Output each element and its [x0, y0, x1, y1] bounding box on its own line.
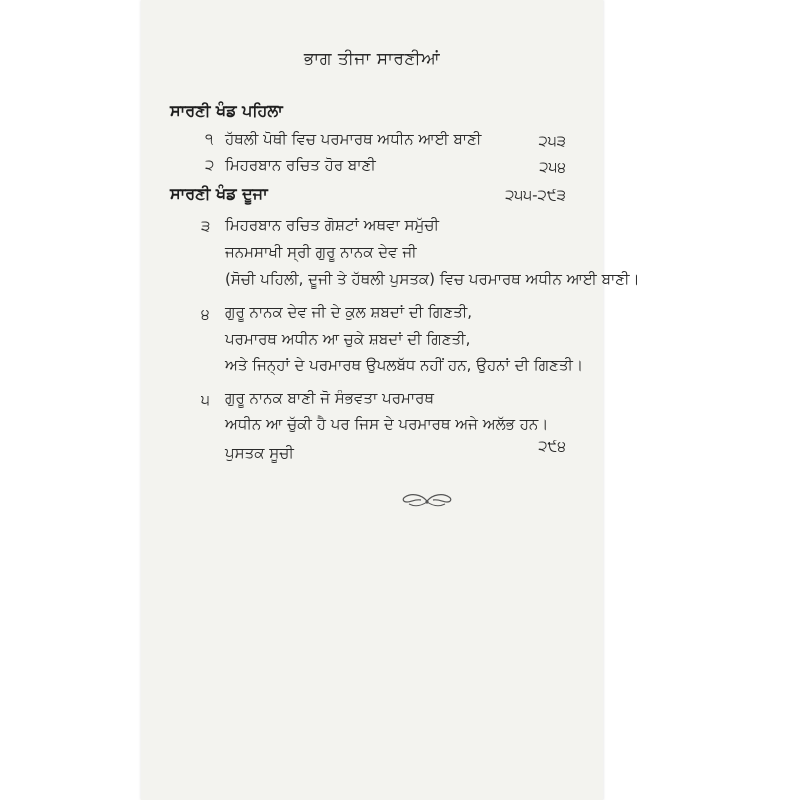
entry-text-line: ਅਧੀਨ ਆ ਚੁੱਕੀ ਹੈ ਪਰ ਜਿਸ ਦੇ ਪਰਮਾਰਥ ਅਜੇ ਅਲੱਭ ਹਨ। [225, 415, 549, 433]
book-page [141, 0, 640, 800]
entry-text: ਹੱਥਲੀ ਪੋਥੀ ਵਿਚ ਪਰਮਾਰਥ ਅਧੀਨ ਆਈ ਬਾਣੀ [225, 130, 482, 148]
entry-number: ੨ [205, 156, 215, 174]
entry-text-line: ਪਰਮਾਰਥ ਅਧੀਨ ਆ ਚੁਕੇ ਸ਼ਬਦਾਂ ਦੀ ਗਿਣਤੀ, [225, 330, 471, 348]
entry-number: ੪ [201, 305, 210, 323]
entry-number: ੩ [201, 217, 211, 235]
section-heading-first: ਸਾਰਣੀ ਖੰਡ ਪਹਿਲਾ [170, 101, 283, 120]
bibliography-page-number: ੨੯੪ [538, 437, 566, 455]
entry-page-number: ੨੫੪ [539, 158, 566, 176]
flourish-ornament-icon [399, 488, 455, 512]
entry-number: ੫ [201, 391, 210, 409]
entry-text-line: ਮਿਹਰਬਾਨ ਰਚਿਤ ਗੋਸ਼ਟਾਂ ਅਥਵਾ ਸਮੁੱਚੀ [225, 216, 440, 234]
entry-text-line: (ਸੋਚੀ ਪਹਿਲੀ, ਦੂਜੀ ਤੇ ਹੱਥਲੀ ਪੁਸਤਕ) ਵਿਚ ਪਰਮਾਰਥ ਅਧੀਨ ਆਈ ਬਾਣੀ। [225, 270, 640, 288]
entry-number: ੧ [205, 130, 214, 148]
entry-text-line: ਅਤੇ ਜਿਨ੍ਹਾਂ ਦੇ ਪਰਮਾਰਥ ਉਪਲਬੱਧ ਨਹੀਂ ਹਨ, ਉਹਨਾਂ ਦੀ ਗਿਣਤੀ। [225, 356, 584, 374]
entry-text-line: ਜਨਮਸਾਖੀ ਸ੍ਰੀ ਗੁਰੂ ਨਾਨਕ ਦੇਵ ਜੀ [225, 243, 417, 261]
page-title: ਭਾਗ ਤੀਜਾ ਸਾਰਣੀਆਂ [303, 49, 441, 69]
entry-text-line: ਗੁਰੂ ਨਾਨਕ ਦੇਵ ਜੀ ਦੇ ਕੁਲ ਸ਼ਬਦਾਂ ਦੀ ਗਿਣਤੀ, [225, 303, 472, 321]
section-page-range: ੨੫੫-੨੯੩ [505, 186, 566, 204]
entry-page-number: ੨੫੩ [538, 132, 566, 150]
entry-text: ਮਿਹਰਬਾਨ ਰਚਿਤ ਹੋਰ ਬਾਣੀ [225, 156, 376, 174]
bibliography-label: ਪੁਸਤਕ ਸੂਚੀ [225, 444, 294, 462]
section-heading-second: ਸਾਰਣੀ ਖੰਡ ਦੂਜਾ [170, 184, 268, 203]
entry-text-line: ਗੁਰੂ ਨਾਨਕ ਬਾਣੀ ਜੋ ਸੰਭਵਤਾ ਪਰਮਾਰਥ [225, 389, 434, 407]
